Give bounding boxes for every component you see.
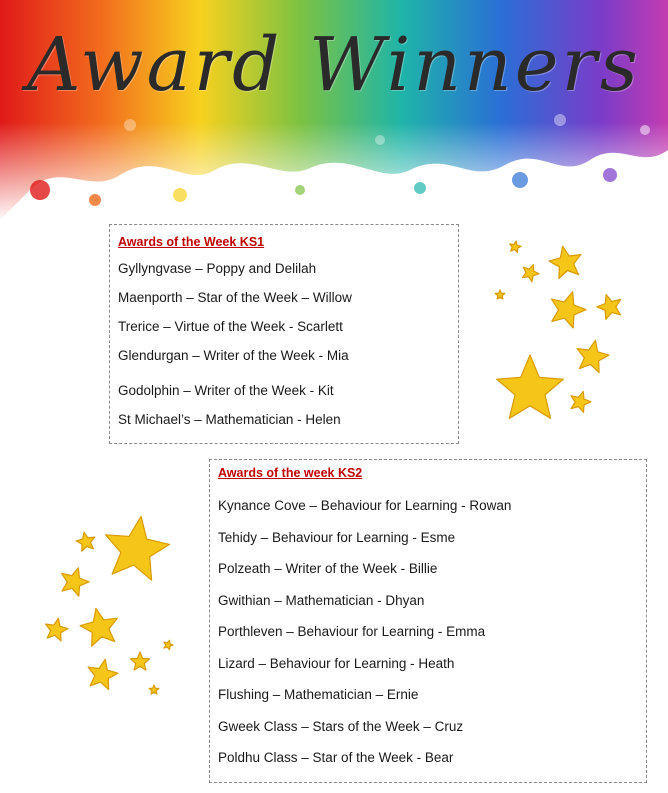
page-title: Award Winners <box>27 22 641 108</box>
ks2-heading: Awards of the week KS2 <box>218 466 363 480</box>
list-item: Gwithian – Mathematician - Dhyan <box>218 592 425 608</box>
header-banner <box>0 0 668 222</box>
star-icon <box>88 659 118 689</box>
list-item: Lizard – Behaviour for Learning - Heath <box>218 655 455 671</box>
ks2-awards-box <box>209 459 647 783</box>
list-item: Maenporth – Star of the Week – Willow <box>118 290 352 305</box>
list-item: Flushing – Mathematician – Ernie <box>218 687 419 702</box>
star-icon <box>597 295 621 320</box>
star-icon <box>131 652 150 670</box>
star-icon <box>549 246 581 278</box>
star-icon <box>46 618 68 641</box>
star-icon <box>552 292 587 328</box>
list-item: Gyllyngvase – Poppy and Delilah <box>118 261 317 276</box>
star-icon <box>106 516 170 580</box>
star-icon <box>497 355 564 418</box>
star-cluster-left <box>40 510 190 710</box>
list-item: St Michael’s – Mathematician - Helen <box>118 412 341 427</box>
list-item: Trerice – Virtue of the Week - Scarlett <box>118 319 343 334</box>
ks1-awards-box <box>109 224 459 444</box>
star-icon <box>577 340 609 372</box>
star-icon <box>571 392 591 413</box>
star-icon <box>164 640 173 650</box>
list-item: Kynance Cove – Behaviour for Learning - Rowan <box>218 498 512 513</box>
list-item: Polzeath – Writer of the Week - Billie <box>218 561 438 576</box>
star-icon <box>510 241 521 252</box>
list-item: Porthleven – Behaviour for Learning - Emma <box>218 624 486 639</box>
star-icon <box>149 685 159 694</box>
list-item: Gweek Class – Stars of the Week – Cruz <box>218 718 464 734</box>
list-item: Poldhu Class – Star of the Week - Bear <box>218 750 454 765</box>
star-icon <box>80 608 117 646</box>
list-item: Godolphin – Writer of the Week - Kit <box>118 383 334 398</box>
list-item: Tehidy – Behaviour for Learning - Esme <box>218 529 456 545</box>
star-cluster-right <box>490 235 630 435</box>
star-icon <box>76 532 95 551</box>
star-icon <box>522 265 539 282</box>
ks1-heading: Awards of the Week KS1 <box>118 235 265 249</box>
star-icon <box>62 568 89 597</box>
star-icon <box>495 290 505 299</box>
list-item: Glendurgan – Writer of the Week - Mia <box>118 348 349 363</box>
